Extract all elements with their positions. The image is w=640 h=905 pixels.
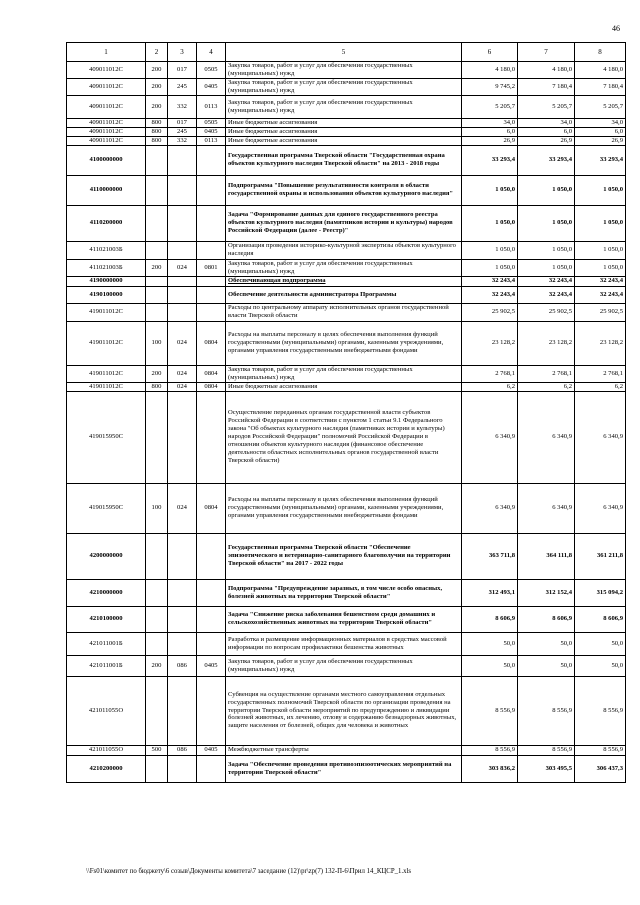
amount-year-2: 312 152,4 — [518, 579, 575, 606]
section-code — [197, 276, 226, 286]
expense-type — [146, 286, 168, 303]
target-article-code: 419015950С — [67, 391, 146, 483]
column-header: 6 — [462, 43, 518, 62]
amount-year-1: 8 556,9 — [462, 676, 518, 745]
column-header: 1 — [67, 43, 146, 62]
description: Межбюджетные трансферты — [226, 745, 462, 755]
description: Подпрограмма "Предупреждение заразных, в том числе особо опасных, болезней животных на территории Тверской области" — [226, 579, 462, 606]
amount-year-1: 9 745,2 — [462, 78, 518, 95]
amount-year-3: 23 128,2 — [575, 321, 626, 365]
amount-year-2: 303 495,5 — [518, 755, 575, 782]
section-code: 0505 — [197, 62, 226, 79]
target-article-code: 421011001Б — [67, 632, 146, 655]
table-row — [67, 632, 626, 655]
amount-year-2: 50,0 — [518, 632, 575, 655]
amount-year-2: 8 556,9 — [518, 745, 575, 755]
amount-year-2: 6 340,9 — [518, 483, 575, 533]
column-header: 8 — [575, 43, 626, 62]
section-code: 0804 — [197, 382, 226, 391]
ministry-code: 245 — [168, 127, 197, 136]
amount-year-2: 23 128,2 — [518, 321, 575, 365]
amount-year-2: 34,0 — [518, 118, 575, 127]
table-row — [67, 579, 626, 606]
description: Подпрограмма "Повышение результативности контроля в области государственной охраны и использования объектов культурного наследия" — [226, 175, 462, 205]
amount-year-1: 6,0 — [462, 127, 518, 136]
target-article-code: 419011012С — [67, 382, 146, 391]
ministry-code — [168, 579, 197, 606]
ministry-code: 024 — [168, 483, 197, 533]
section-code — [197, 205, 226, 241]
table-row — [67, 676, 626, 745]
ministry-code — [168, 755, 197, 782]
target-article-code: 4190100000 — [67, 286, 146, 303]
section-code — [197, 145, 226, 175]
amount-year-3: 6,0 — [575, 127, 626, 136]
file-path-footer: \\Fs01\комитет по бюджету\6 созыв\Документы комитета\7 заседание (12)\pr\zp(7) 132-П-6\Прил 14_КЦСР_1.xls — [86, 868, 412, 875]
section-code: 0804 — [197, 321, 226, 365]
ministry-code — [168, 303, 197, 321]
expense-type — [146, 676, 168, 745]
expense-type — [146, 175, 168, 205]
column-header: 2 — [146, 43, 168, 62]
amount-year-1: 34,0 — [462, 118, 518, 127]
amount-year-1: 8 556,9 — [462, 745, 518, 755]
ministry-code: 024 — [168, 321, 197, 365]
table-row — [67, 205, 626, 241]
table-row — [67, 145, 626, 175]
description: Иные бюджетные ассигнования — [226, 136, 462, 145]
section-code — [197, 391, 226, 483]
amount-year-1: 363 711,8 — [462, 533, 518, 579]
ministry-code — [168, 286, 197, 303]
amount-year-3: 306 437,3 — [575, 755, 626, 782]
target-article-code: 421011055О — [67, 745, 146, 755]
expense-type — [146, 632, 168, 655]
amount-year-3: 7 180,4 — [575, 78, 626, 95]
ministry-code: 017 — [168, 118, 197, 127]
amount-year-3: 1 050,0 — [575, 259, 626, 276]
expense-type: 800 — [146, 136, 168, 145]
expense-type: 800 — [146, 127, 168, 136]
ministry-code — [168, 632, 197, 655]
description: Иные бюджетные ассигнования — [226, 118, 462, 127]
ministry-code: 245 — [168, 78, 197, 95]
target-article-code: 409011012С — [67, 95, 146, 118]
section-code — [197, 579, 226, 606]
amount-year-3: 6 340,9 — [575, 391, 626, 483]
amount-year-3: 8 556,9 — [575, 745, 626, 755]
description: Закупка товаров, работ и услуг для обеспечения государственных (муниципальных) нужд — [226, 655, 462, 676]
expense-type: 200 — [146, 95, 168, 118]
expense-type — [146, 276, 168, 286]
target-article-code: 419011012С — [67, 321, 146, 365]
target-article-code: 4110200000 — [67, 205, 146, 241]
section-code — [197, 533, 226, 579]
amount-year-1: 4 180,0 — [462, 62, 518, 79]
ministry-code: 024 — [168, 259, 197, 276]
section-code — [197, 303, 226, 321]
budget-table — [66, 42, 626, 783]
description: Закупка товаров, работ и услуг для обеспечения государственных (муниципальных) нужд — [226, 62, 462, 79]
column-header: 3 — [168, 43, 197, 62]
target-article-code: 4190000000 — [67, 276, 146, 286]
amount-year-1: 6 340,9 — [462, 483, 518, 533]
target-article-code: 409011012С — [67, 78, 146, 95]
amount-year-1: 50,0 — [462, 655, 518, 676]
section-code — [197, 241, 226, 259]
amount-year-1: 1 050,0 — [462, 241, 518, 259]
ministry-code: 086 — [168, 655, 197, 676]
table-row — [67, 78, 626, 95]
target-article-code: 4210000000 — [67, 579, 146, 606]
description: Задача "Обеспечение проведения противоэпизоотических мероприятий на территории Тверской области" — [226, 755, 462, 782]
column-header: 7 — [518, 43, 575, 62]
amount-year-1: 1 050,0 — [462, 205, 518, 241]
section-code — [197, 606, 226, 632]
ministry-code: 024 — [168, 382, 197, 391]
table-row — [67, 175, 626, 205]
table-row — [67, 241, 626, 259]
ministry-code — [168, 391, 197, 483]
amount-year-1: 303 836,2 — [462, 755, 518, 782]
description: Закупка товаров, работ и услуг для обеспечения государственных (муниципальных) нужд — [226, 259, 462, 276]
amount-year-3: 50,0 — [575, 632, 626, 655]
amount-year-1: 312 493,1 — [462, 579, 518, 606]
amount-year-2: 32 243,4 — [518, 286, 575, 303]
amount-year-2: 1 050,0 — [518, 241, 575, 259]
target-article-code: 4200000000 — [67, 533, 146, 579]
amount-year-2: 2 768,1 — [518, 365, 575, 382]
description: Обеспечивающая подпрограмма — [226, 276, 462, 286]
amount-year-2: 32 243,4 — [518, 276, 575, 286]
expense-type — [146, 391, 168, 483]
amount-year-2: 1 050,0 — [518, 205, 575, 241]
section-code — [197, 286, 226, 303]
description: Организация проведения историко-культурной экспертизы объектов культурного наследия — [226, 241, 462, 259]
amount-year-2: 25 902,5 — [518, 303, 575, 321]
table-row — [67, 276, 626, 286]
amount-year-1: 2 768,1 — [462, 365, 518, 382]
target-article-code: 409011012С — [67, 62, 146, 79]
expense-type: 200 — [146, 62, 168, 79]
table-row — [67, 286, 626, 303]
description: Осуществление переданных органам государственной власти субъектов Российской Федерации в соответствии с пунктом 1 статьи 9.1 Федерального закона "Об объектах культурного наследия (памятниках истории и культуры) народов Российской Федерации" полномочий Российской Федерации в отношении объектов культурного наследия (финансовое обеспечение деятельности областных исполнительных органов государственной власти Тверской области) — [226, 391, 462, 483]
expense-type: 800 — [146, 382, 168, 391]
table-row — [67, 259, 626, 276]
ministry-code — [168, 175, 197, 205]
expense-type: 200 — [146, 365, 168, 382]
ministry-code: 332 — [168, 95, 197, 118]
expense-type — [146, 145, 168, 175]
section-code — [197, 632, 226, 655]
amount-year-1: 25 902,5 — [462, 303, 518, 321]
table-row — [67, 62, 626, 79]
amount-year-3: 1 050,0 — [575, 241, 626, 259]
amount-year-1: 1 050,0 — [462, 175, 518, 205]
section-code: 0405 — [197, 127, 226, 136]
amount-year-1: 26,9 — [462, 136, 518, 145]
amount-year-3: 361 211,8 — [575, 533, 626, 579]
target-article-code: 421011001Б — [67, 655, 146, 676]
expense-type — [146, 606, 168, 632]
description: Обеспечение деятельности администратора Программы — [226, 286, 462, 303]
amount-year-2: 364 111,8 — [518, 533, 575, 579]
table-row — [67, 365, 626, 382]
amount-year-1: 6 340,9 — [462, 391, 518, 483]
target-article-code: 4100000000 — [67, 145, 146, 175]
target-article-code: 409011012С — [67, 127, 146, 136]
header-row — [67, 43, 626, 62]
amount-year-3: 8 606,9 — [575, 606, 626, 632]
target-article-code: 4210100000 — [67, 606, 146, 632]
amount-year-1: 32 243,4 — [462, 286, 518, 303]
amount-year-2: 6,0 — [518, 127, 575, 136]
expense-type: 200 — [146, 655, 168, 676]
amount-year-3: 6,2 — [575, 382, 626, 391]
expense-type: 200 — [146, 78, 168, 95]
table-row — [67, 118, 626, 127]
section-code: 0505 — [197, 118, 226, 127]
amount-year-3: 25 902,5 — [575, 303, 626, 321]
amount-year-3: 4 180,0 — [575, 62, 626, 79]
ministry-code — [168, 606, 197, 632]
description: Закупка товаров, работ и услуг для обеспечения государственных (муниципальных) нужд — [226, 78, 462, 95]
expense-type: 800 — [146, 118, 168, 127]
expense-type — [146, 533, 168, 579]
amount-year-2: 1 050,0 — [518, 175, 575, 205]
expense-type — [146, 579, 168, 606]
amount-year-1: 32 243,4 — [462, 276, 518, 286]
description: Разработка и размещение информационных материалов в средствах массовой информации по вопросам профилактики бешенства животных — [226, 632, 462, 655]
table-row — [67, 382, 626, 391]
amount-year-3: 50,0 — [575, 655, 626, 676]
ministry-code: 017 — [168, 62, 197, 79]
expense-type — [146, 755, 168, 782]
expense-type: 200 — [146, 259, 168, 276]
ministry-code: 024 — [168, 365, 197, 382]
amount-year-1: 33 293,4 — [462, 145, 518, 175]
section-code: 0405 — [197, 745, 226, 755]
amount-year-3: 8 556,9 — [575, 676, 626, 745]
section-code: 0405 — [197, 78, 226, 95]
ministry-code: 332 — [168, 136, 197, 145]
target-article-code: 409011012С — [67, 118, 146, 127]
amount-year-3: 1 050,0 — [575, 205, 626, 241]
section-code: 0804 — [197, 365, 226, 382]
description: Закупка товаров, работ и услуг для обеспечения государственных (муниципальных) нужд — [226, 365, 462, 382]
ministry-code — [168, 276, 197, 286]
table-row — [67, 321, 626, 365]
amount-year-3: 5 205,7 — [575, 95, 626, 118]
amount-year-2: 7 180,4 — [518, 78, 575, 95]
amount-year-1: 23 128,2 — [462, 321, 518, 365]
amount-year-2: 4 180,0 — [518, 62, 575, 79]
amount-year-2: 8 606,9 — [518, 606, 575, 632]
table-row — [67, 303, 626, 321]
description: Иные бюджетные ассигнования — [226, 127, 462, 136]
expense-type — [146, 241, 168, 259]
description: Задача "Снижение риска заболевания бешенством среди домашних и сельскохозяйственных животных на территории Тверской области" — [226, 606, 462, 632]
expense-type: 500 — [146, 745, 168, 755]
amount-year-3: 6 340,9 — [575, 483, 626, 533]
section-code — [197, 676, 226, 745]
ministry-code — [168, 533, 197, 579]
amount-year-2: 26,9 — [518, 136, 575, 145]
target-article-code: 411021003Б — [67, 259, 146, 276]
amount-year-2: 8 556,9 — [518, 676, 575, 745]
amount-year-3: 32 243,4 — [575, 286, 626, 303]
amount-year-1: 1 050,0 — [462, 259, 518, 276]
amount-year-1: 5 205,7 — [462, 95, 518, 118]
amount-year-2: 33 293,4 — [518, 145, 575, 175]
target-article-code: 419015950С — [67, 483, 146, 533]
target-article-code: 419011012С — [67, 365, 146, 382]
target-article-code: 4210200000 — [67, 755, 146, 782]
target-article-code: 421011055О — [67, 676, 146, 745]
amount-year-1: 6,2 — [462, 382, 518, 391]
section-code — [197, 755, 226, 782]
expense-type — [146, 205, 168, 241]
section-code — [197, 175, 226, 205]
description: Субвенция на осуществление органами местного самоуправления отдельных государственных полномочий Тверской области по организации проведения на территории Тверской области мероприятий по предупреждению и ликвидации болезней животных, их лечению, отлову и содержанию безнадзорных животных, защите населения от болезней, общих для человека и животных — [226, 676, 462, 745]
amount-year-3: 1 050,0 — [575, 175, 626, 205]
description: Задача "Формирование данных для единого государственного реестра объектов культурного наследия (памятников истории и культуры) народов Российской Федерации (далее - Реестр)" — [226, 205, 462, 241]
ministry-code — [168, 205, 197, 241]
description: Государственная программа Тверской области "Обеспечение эпизоотического и ветеринарно-санитарного благополучия на территории Тверской области" на 2017 - 2022 годы — [226, 533, 462, 579]
target-article-code: 4110000000 — [67, 175, 146, 205]
section-code: 0113 — [197, 95, 226, 118]
table-row — [67, 655, 626, 676]
amount-year-3: 33 293,4 — [575, 145, 626, 175]
table-row — [67, 95, 626, 118]
table-row — [67, 136, 626, 145]
table-row — [67, 483, 626, 533]
section-code: 0804 — [197, 483, 226, 533]
description: Иные бюджетные ассигнования — [226, 382, 462, 391]
amount-year-3: 32 243,4 — [575, 276, 626, 286]
amount-year-3: 34,0 — [575, 118, 626, 127]
target-article-code: 411021003Б — [67, 241, 146, 259]
column-header: 5 — [226, 43, 462, 62]
page-number: 46 — [612, 24, 620, 33]
amount-year-2: 1 050,0 — [518, 259, 575, 276]
description: Расходы на выплаты персоналу в целях обеспечения выполнения функций государственными (муниципальными) органами, казенными учреждениями, органами управления государственными внебюджетными фондами — [226, 321, 462, 365]
ministry-code: 086 — [168, 745, 197, 755]
amount-year-3: 315 094,2 — [575, 579, 626, 606]
amount-year-1: 50,0 — [462, 632, 518, 655]
amount-year-2: 6,2 — [518, 382, 575, 391]
expense-type: 100 — [146, 483, 168, 533]
description: Расходы на выплаты персоналу в целях обеспечения выполнения функций государственными (муниципальными) органами, казенными учреждениями, органами управления государственными внебюджетными фондами — [226, 483, 462, 533]
table-row — [67, 745, 626, 755]
section-code: 0405 — [197, 655, 226, 676]
table-row — [67, 755, 626, 782]
amount-year-3: 26,9 — [575, 136, 626, 145]
amount-year-2: 50,0 — [518, 655, 575, 676]
section-code: 0113 — [197, 136, 226, 145]
description: Расходы по центральному аппарату исполнительных органов государственной власти Тверской области — [226, 303, 462, 321]
target-article-code: 419011012С — [67, 303, 146, 321]
expense-type — [146, 303, 168, 321]
description: Закупка товаров, работ и услуг для обеспечения государственных (муниципальных) нужд — [226, 95, 462, 118]
section-code: 0801 — [197, 259, 226, 276]
amount-year-3: 2 768,1 — [575, 365, 626, 382]
description: Государственная программа Тверской области "Государственная охрана объектов культурного наследия Тверской области" на 2013 - 2018 годы — [226, 145, 462, 175]
ministry-code — [168, 676, 197, 745]
table-row — [67, 606, 626, 632]
amount-year-2: 6 340,9 — [518, 391, 575, 483]
ministry-code — [168, 145, 197, 175]
expense-type: 100 — [146, 321, 168, 365]
ministry-code — [168, 241, 197, 259]
table-row — [67, 391, 626, 483]
amount-year-2: 5 205,7 — [518, 95, 575, 118]
table-row — [67, 127, 626, 136]
table-row — [67, 533, 626, 579]
target-article-code: 409011012С — [67, 136, 146, 145]
column-header: 4 — [197, 43, 226, 62]
amount-year-1: 8 606,9 — [462, 606, 518, 632]
